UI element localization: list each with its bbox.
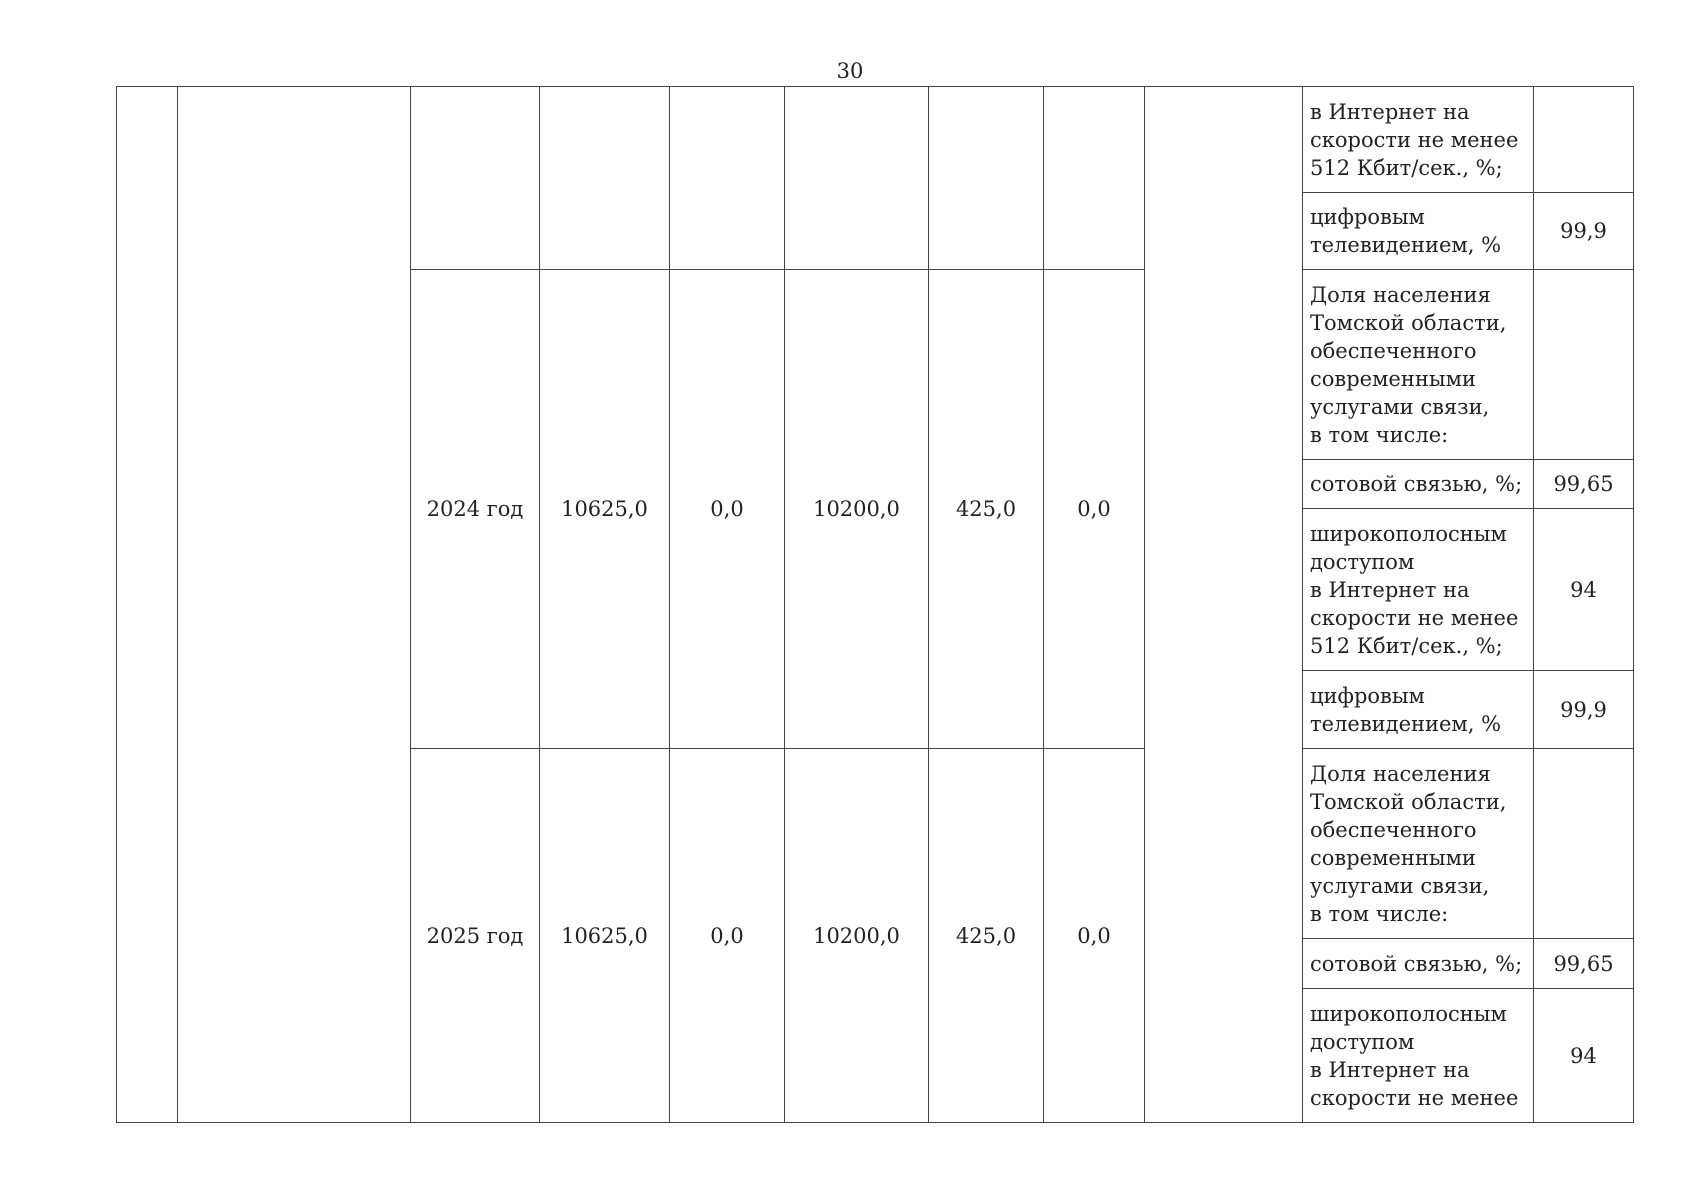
measure-name-cell	[178, 87, 411, 1123]
indicator-text: цифровым телевидением, %	[1303, 193, 1534, 270]
extrabudget-cell: 0,0	[1044, 270, 1145, 749]
page-number: 30	[836, 59, 864, 83]
regional-cell	[785, 87, 929, 270]
local-cell: 425,0	[929, 270, 1044, 749]
program-table	[116, 86, 1634, 1123]
indicator-text: широкополосным доступом в Интернет на скорости не менее 512 Кбит/сек., %;	[1303, 509, 1534, 671]
indicator-text: в Интернет на скорости не менее 512 Кбит/сек., %;	[1303, 87, 1534, 193]
local-cell: 425,0	[929, 749, 1044, 1123]
regional-cell: 10200,0	[785, 749, 929, 1123]
indicator-text: Доля населения Томской области, обеспеченного современными услугами связи, в том числе:	[1303, 749, 1534, 939]
indicator-value	[1534, 87, 1634, 193]
federal-cell: 0,0	[670, 749, 785, 1123]
year-cell	[411, 87, 540, 270]
indicator-text: Доля населения Томской области, обеспеченного современными услугами связи, в том числе:	[1303, 270, 1534, 460]
indicator-value	[1534, 749, 1634, 939]
year-cell: 2024 год	[411, 270, 540, 749]
executor-cell	[1145, 87, 1303, 1123]
indicator-value: 99,65	[1534, 939, 1634, 989]
year-cell: 2025 год	[411, 749, 540, 1123]
extrabudget-cell	[1044, 87, 1145, 270]
indicator-text: широкополосным доступом в Интернет на скорости не менее	[1303, 989, 1534, 1123]
indicator-text: сотовой связью, %;	[1303, 460, 1534, 509]
number-cell	[117, 87, 178, 1123]
indicator-value: 99,9	[1534, 671, 1634, 749]
local-cell	[929, 87, 1044, 270]
total-cell	[540, 87, 670, 270]
indicator-value	[1534, 270, 1634, 460]
indicator-value: 99,65	[1534, 460, 1634, 509]
indicator-value: 94	[1534, 989, 1634, 1123]
total-cell: 10625,0	[540, 270, 670, 749]
extrabudget-cell: 0,0	[1044, 749, 1145, 1123]
indicator-text: цифровым телевидением, %	[1303, 671, 1534, 749]
indicator-value: 94	[1534, 509, 1634, 671]
federal-cell	[670, 87, 785, 270]
indicator-text: сотовой связью, %;	[1303, 939, 1534, 989]
federal-cell: 0,0	[670, 270, 785, 749]
indicator-value: 99,9	[1534, 193, 1634, 270]
regional-cell: 10200,0	[785, 270, 929, 749]
table-row	[117, 87, 1634, 193]
total-cell: 10625,0	[540, 749, 670, 1123]
